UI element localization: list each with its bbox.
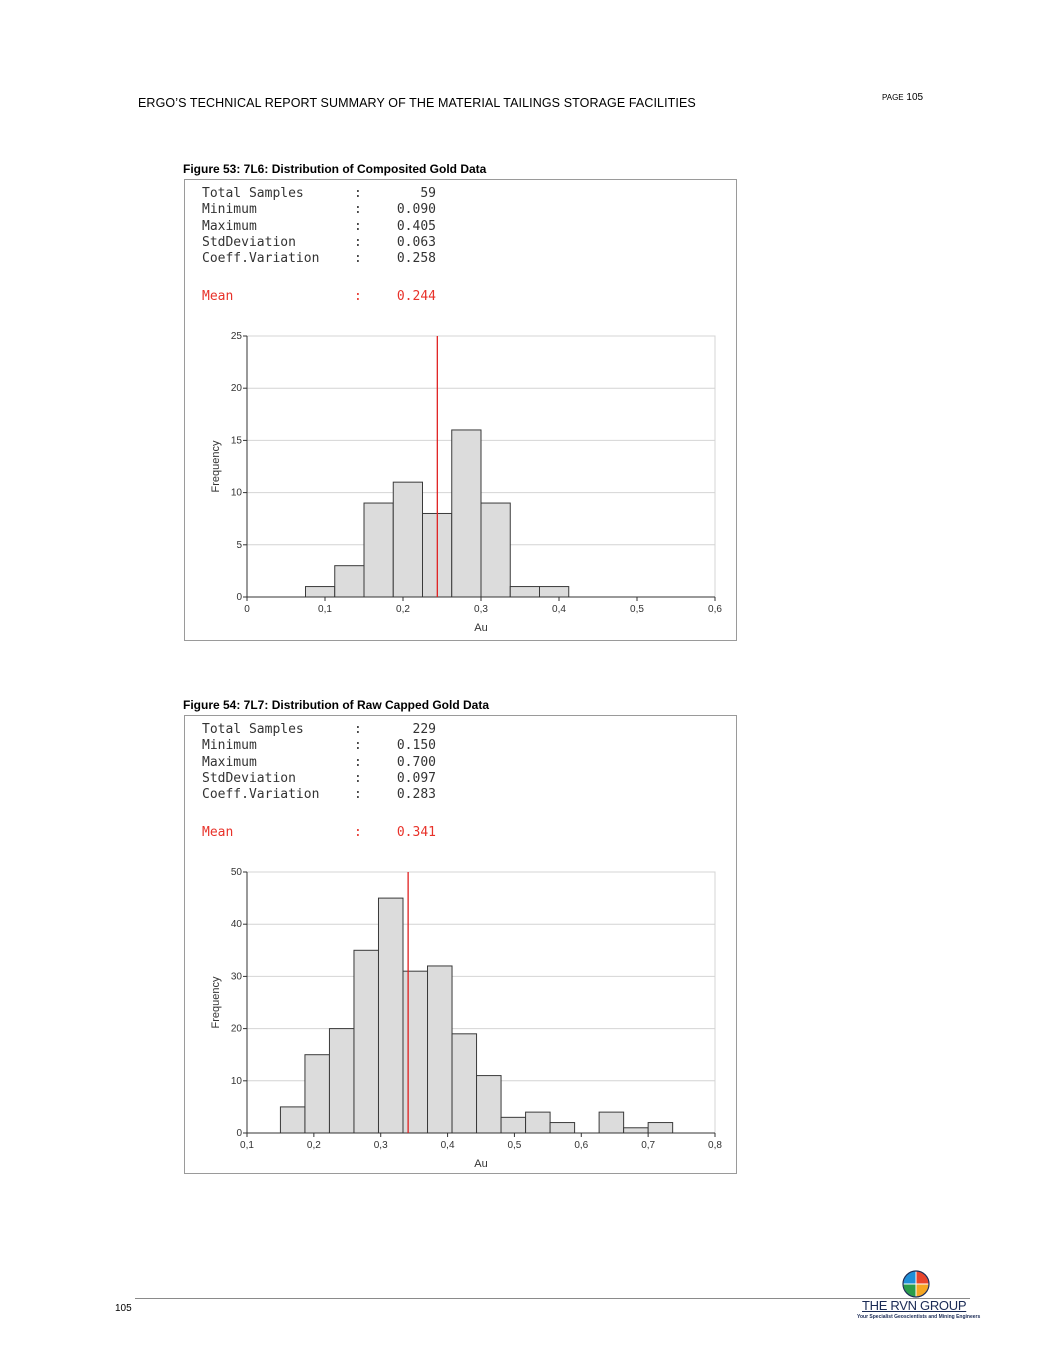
histogram-bar xyxy=(481,503,510,597)
figure-53-panel xyxy=(184,179,737,641)
histogram-bar xyxy=(624,1128,649,1133)
x-tick-label: 0,4 xyxy=(440,1140,455,1151)
y-tick-label: 20 xyxy=(230,383,242,395)
stat-row-total-samples: Total Samples : 229 xyxy=(202,722,436,737)
stat-row-std-deviation: StdDeviation : 0.097 xyxy=(202,770,436,786)
y-tick-label: 40 xyxy=(230,919,242,931)
header-page-number: 105 xyxy=(906,92,924,103)
x-tick-label: 0,2 xyxy=(306,1140,321,1151)
histogram-bar xyxy=(335,566,364,597)
x-tick-label: 0,1 xyxy=(240,1140,254,1151)
stat-row-mean: Mean : 0.341 xyxy=(202,825,436,841)
histogram-bar xyxy=(306,587,335,597)
x-tick-label: 0,6 xyxy=(708,604,722,615)
histogram-bar xyxy=(393,482,422,597)
stat-row-coeff-variation: Coeff.Variation : 0.258 xyxy=(202,251,436,267)
stat-row-mean: Mean : 0.244 xyxy=(202,289,436,305)
y-tick-label: 25 xyxy=(230,331,242,342)
x-tick-label: 0,5 xyxy=(630,604,644,615)
y-axis-label: Frequency xyxy=(210,976,222,1029)
report-header-title: ERGO’S TECHNICAL REPORT SUMMARY OF THE MATERIAL TAILINGS STORAGE FACILITIES xyxy=(138,96,696,110)
x-tick-label: 0,7 xyxy=(641,1140,656,1151)
x-tick-label: 0,3 xyxy=(373,1140,388,1151)
stat-row-minimum: Minimum : 0.090 xyxy=(202,202,436,218)
y-tick-label: 10 xyxy=(230,487,242,499)
stat-row-maximum: Maximum : 0.700 xyxy=(202,754,436,770)
logo-name: THE RVN GROUP xyxy=(862,1298,967,1313)
y-tick-label: 0 xyxy=(236,1128,242,1139)
figure-54-stats xyxy=(202,722,436,842)
x-tick-label: 0,1 xyxy=(318,604,332,615)
histogram-bar xyxy=(599,1112,624,1133)
stat-row-minimum: Minimum : 0.150 xyxy=(202,738,436,754)
figure-54-caption: Figure 54: 7L7: Distribution of Raw Capped Gold Data xyxy=(183,698,490,712)
x-tick-label: 0,8 xyxy=(708,1140,722,1151)
histogram-bar xyxy=(329,1029,354,1133)
x-tick-label: 0,5 xyxy=(507,1140,522,1151)
rvn-logo-mark-icon xyxy=(852,1268,982,1300)
y-tick-label: 15 xyxy=(230,435,242,447)
stat-row-maximum: Maximum : 0.405 xyxy=(202,218,436,234)
y-axis-label: Frequency xyxy=(210,440,222,493)
stat-row-coeff-variation: Coeff.Variation : 0.283 xyxy=(202,787,436,803)
histogram-bar xyxy=(305,1055,330,1133)
x-tick-label: 0,2 xyxy=(396,604,410,615)
figure-54-histogram xyxy=(185,856,736,1174)
x-tick-label: 0,6 xyxy=(574,1140,589,1151)
histogram-bar xyxy=(540,587,569,597)
histogram-bar xyxy=(452,430,481,597)
histogram-bar xyxy=(428,966,453,1133)
y-tick-label: 20 xyxy=(230,1023,242,1035)
histogram-bar xyxy=(648,1123,673,1133)
figure-53-caption: Figure 53: 7L6: Distribution of Composited Gold Data xyxy=(183,162,487,176)
x-axis-label: Au xyxy=(474,622,488,634)
figure-53-stats xyxy=(202,186,436,306)
x-tick-label: 0,4 xyxy=(552,604,566,615)
stat-row-total-samples: Total Samples : 59 xyxy=(202,186,436,201)
histogram-bar xyxy=(526,1112,551,1133)
histogram-bar xyxy=(378,898,403,1133)
histogram-bar xyxy=(403,971,428,1133)
histogram-bar xyxy=(501,1117,526,1133)
stat-row-std-deviation: StdDeviation : 0.063 xyxy=(202,234,436,250)
histogram-bar xyxy=(550,1123,575,1133)
histogram-bar xyxy=(364,503,393,597)
header-page-prefix: PAGE xyxy=(882,93,904,102)
logo-tagline: Your Specialist Geoscientists and Mining Engineers xyxy=(857,1314,981,1320)
histogram-bar xyxy=(510,587,539,597)
rvn-group-logo xyxy=(852,1268,982,1324)
histogram-bar xyxy=(354,950,379,1133)
histogram-bar xyxy=(280,1107,305,1133)
x-tick-label: 0,3 xyxy=(474,604,488,615)
figure-54-panel xyxy=(184,715,737,1174)
y-tick-label: 50 xyxy=(230,867,242,878)
histogram-bar xyxy=(477,1076,502,1133)
figure-53-histogram xyxy=(185,320,736,640)
histogram-bar xyxy=(452,1034,477,1133)
x-tick-label: 0 xyxy=(244,604,250,615)
footer-divider xyxy=(135,1298,970,1299)
y-tick-label: 30 xyxy=(230,971,242,983)
y-tick-label: 0 xyxy=(236,592,242,603)
x-axis-label: Au xyxy=(474,1158,488,1170)
y-tick-label: 10 xyxy=(230,1075,242,1087)
y-tick-label: 5 xyxy=(236,539,242,551)
footer-page-number: 105 xyxy=(115,1303,132,1314)
header-page-label xyxy=(882,92,923,103)
